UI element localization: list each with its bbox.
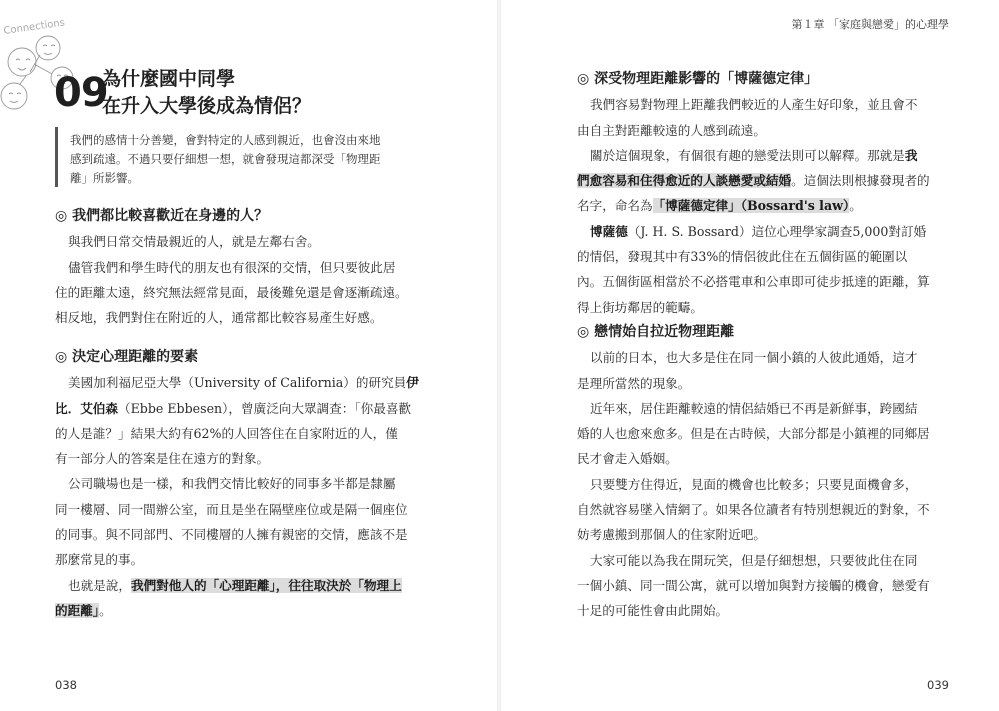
body-line: 自然就容易墜入情網了。如果各位讀者有特別想親近的對象，不 <box>577 502 930 518</box>
body-line: 公司職場也是一樣，和我們交情比較好的同事多半都是隸屬 <box>68 476 396 492</box>
bold-text: 伊 <box>406 375 419 391</box>
body-line: 有一部分人的答案是住在遠方的對象。 <box>55 451 270 467</box>
highlighted-bold-text: 的距離」 <box>55 602 100 618</box>
body-line: 是理所當然的現象。 <box>577 375 691 391</box>
text-span: 。這個法則根據發現者的 <box>791 173 930 189</box>
body-line: 十足的可能性會由此開始。 <box>577 603 729 619</box>
section-2 <box>55 345 427 623</box>
text-span: 。 <box>849 198 862 214</box>
intro-line: 感到疏遠。不過只要仔細想一想，就會發現這都深受「物理距 <box>70 152 381 166</box>
body-line <box>577 219 949 244</box>
chapter-title-line2: 在升入大學後成為情侶？ <box>102 95 312 117</box>
body-line <box>55 598 427 623</box>
section-4 <box>577 320 949 624</box>
doodle-label: Connections <box>2 17 66 37</box>
body-line: 婚的人也愈來愈多。但是在古時候，大部分都是小鎮裡的同鄉居 <box>577 426 930 442</box>
body-line: 一個小鎮、同一間公寓，就可以增加與對方接觸的機會，戀愛有 <box>577 577 930 593</box>
highlighted-bold-text: 「博薩德定律」（Bossard's law） <box>652 198 850 214</box>
body-line: 得上街坊鄰居的範疇。 <box>577 299 703 315</box>
highlighted-bold-text: 我們對他人的「心理距離」，往往取決於「物理上 <box>130 577 402 593</box>
text-span: （J. H. S. Bossard）這位心理學家調查5,000對訂婚 <box>627 223 927 239</box>
body-line: 由自主對距離較遠的人感到疏遠。 <box>577 122 766 138</box>
body-line: 大家可能以為我在開玩笑，但是仔細想想，只要彼此住在同 <box>590 552 918 568</box>
intro-line: 離」所影響。 <box>70 171 139 185</box>
body-line: 的情侶，發現其中有33%的情侶彼此住在五個街區的範圍以 <box>577 249 908 265</box>
body-line: 那麼常見的事。 <box>55 552 144 568</box>
body-line: 民才會走入婚姻。 <box>577 451 678 467</box>
bold-text: 我 <box>904 147 918 163</box>
body-line: 內。五個街區相當於不必搭電車和公車即可徒步抵達的距離，算 <box>577 274 930 290</box>
chapter-title <box>102 66 442 120</box>
text-span: 也就是說， <box>68 577 131 593</box>
highlighted-bold-text: 們愈容易和住得愈近的人談戀愛或結婚 <box>577 173 792 189</box>
body-line: 同一樓層、同一間辦公室，而且是坐在隔壁座位或是隔一個座位 <box>55 501 408 517</box>
body-line <box>55 370 427 395</box>
section-heading: ◎ 我們都比較喜歡近在身邊的人？ <box>55 208 269 224</box>
left-page <box>0 0 499 711</box>
section-heading: ◎ 決定心理距離的要素 <box>55 349 199 365</box>
running-header: 第１章 「家庭與戀愛」的心理學 <box>791 18 949 31</box>
body-line: 的同事。與不同部門、不同樓層的人擁有親密的交情，應該不是 <box>55 527 408 543</box>
body-line: 妨考慮搬到那個人的住家附近吧。 <box>577 527 766 543</box>
page-number-left: 038 <box>55 678 77 692</box>
body-line: 住的距離太遠，終究無法經常見面，最後難免還是會逐漸疏遠。 <box>55 284 408 300</box>
section-3 <box>577 67 949 320</box>
section-heading: ◎ 戀情始自拉近物理距離 <box>577 324 735 340</box>
bold-text: 博薩德 <box>590 223 628 239</box>
section-heading: ◎ 深受物理距離影響的「博薩德定律」 <box>577 71 819 87</box>
intro-box <box>55 127 421 187</box>
text-span: （Ebbe Ebbesen），曾廣泛向大眾調查：「你最喜歡 <box>117 400 412 416</box>
body-line <box>55 396 427 421</box>
text-span: 關於這個現象，有個很有趣的戀愛法則可以解釋。那就是 <box>590 147 905 163</box>
body-line: 我們容易對物理上距離我們較近的人產生好印象，並且會不 <box>590 97 918 113</box>
body-line: 相反地，我們對住在附近的人，通常都比較容易產生好感。 <box>55 310 383 326</box>
body-line <box>55 573 427 598</box>
bold-text: 比．艾伯森 <box>55 400 118 416</box>
page-number-right: 039 <box>927 678 949 692</box>
body-line: 近年來，居住距離較遠的情侶結婚已不再是新鮮事，跨國結 <box>590 400 918 416</box>
body-line: 的人是誰？」結果大約有62%的人回答住在自家附近的人，僅 <box>55 425 398 441</box>
body-line: 只要雙方住得近，見面的機會也比較多；只要見面機會多， <box>590 476 918 492</box>
right-page <box>499 0 999 711</box>
body-line <box>577 193 949 218</box>
chapter-title-line1: 為什麼國中同學 <box>102 68 236 90</box>
body-line <box>577 168 949 193</box>
body-line: 與我們日常交情最親近的人，就是左鄰右舍。 <box>68 234 320 250</box>
body-line: 儘管我們和學生時代的朋友也有很深的交情，但只要彼此居 <box>68 259 396 275</box>
body-line: 以前的日本，也大多是住在同一個小鎮的人彼此通婚，這才 <box>590 350 918 366</box>
text-span: 美國加利福尼亞大學（University of California）的研究員 <box>68 375 407 391</box>
body-line <box>577 143 949 168</box>
chapter-number: 09 <box>54 70 108 116</box>
text-span: 。 <box>99 602 112 618</box>
text-span: 名字，命名為 <box>577 198 653 214</box>
intro-line: 我們的感情十分善變，會對特定的人感到親近，也會沒由來地 <box>70 133 381 147</box>
section-1 <box>55 204 427 330</box>
